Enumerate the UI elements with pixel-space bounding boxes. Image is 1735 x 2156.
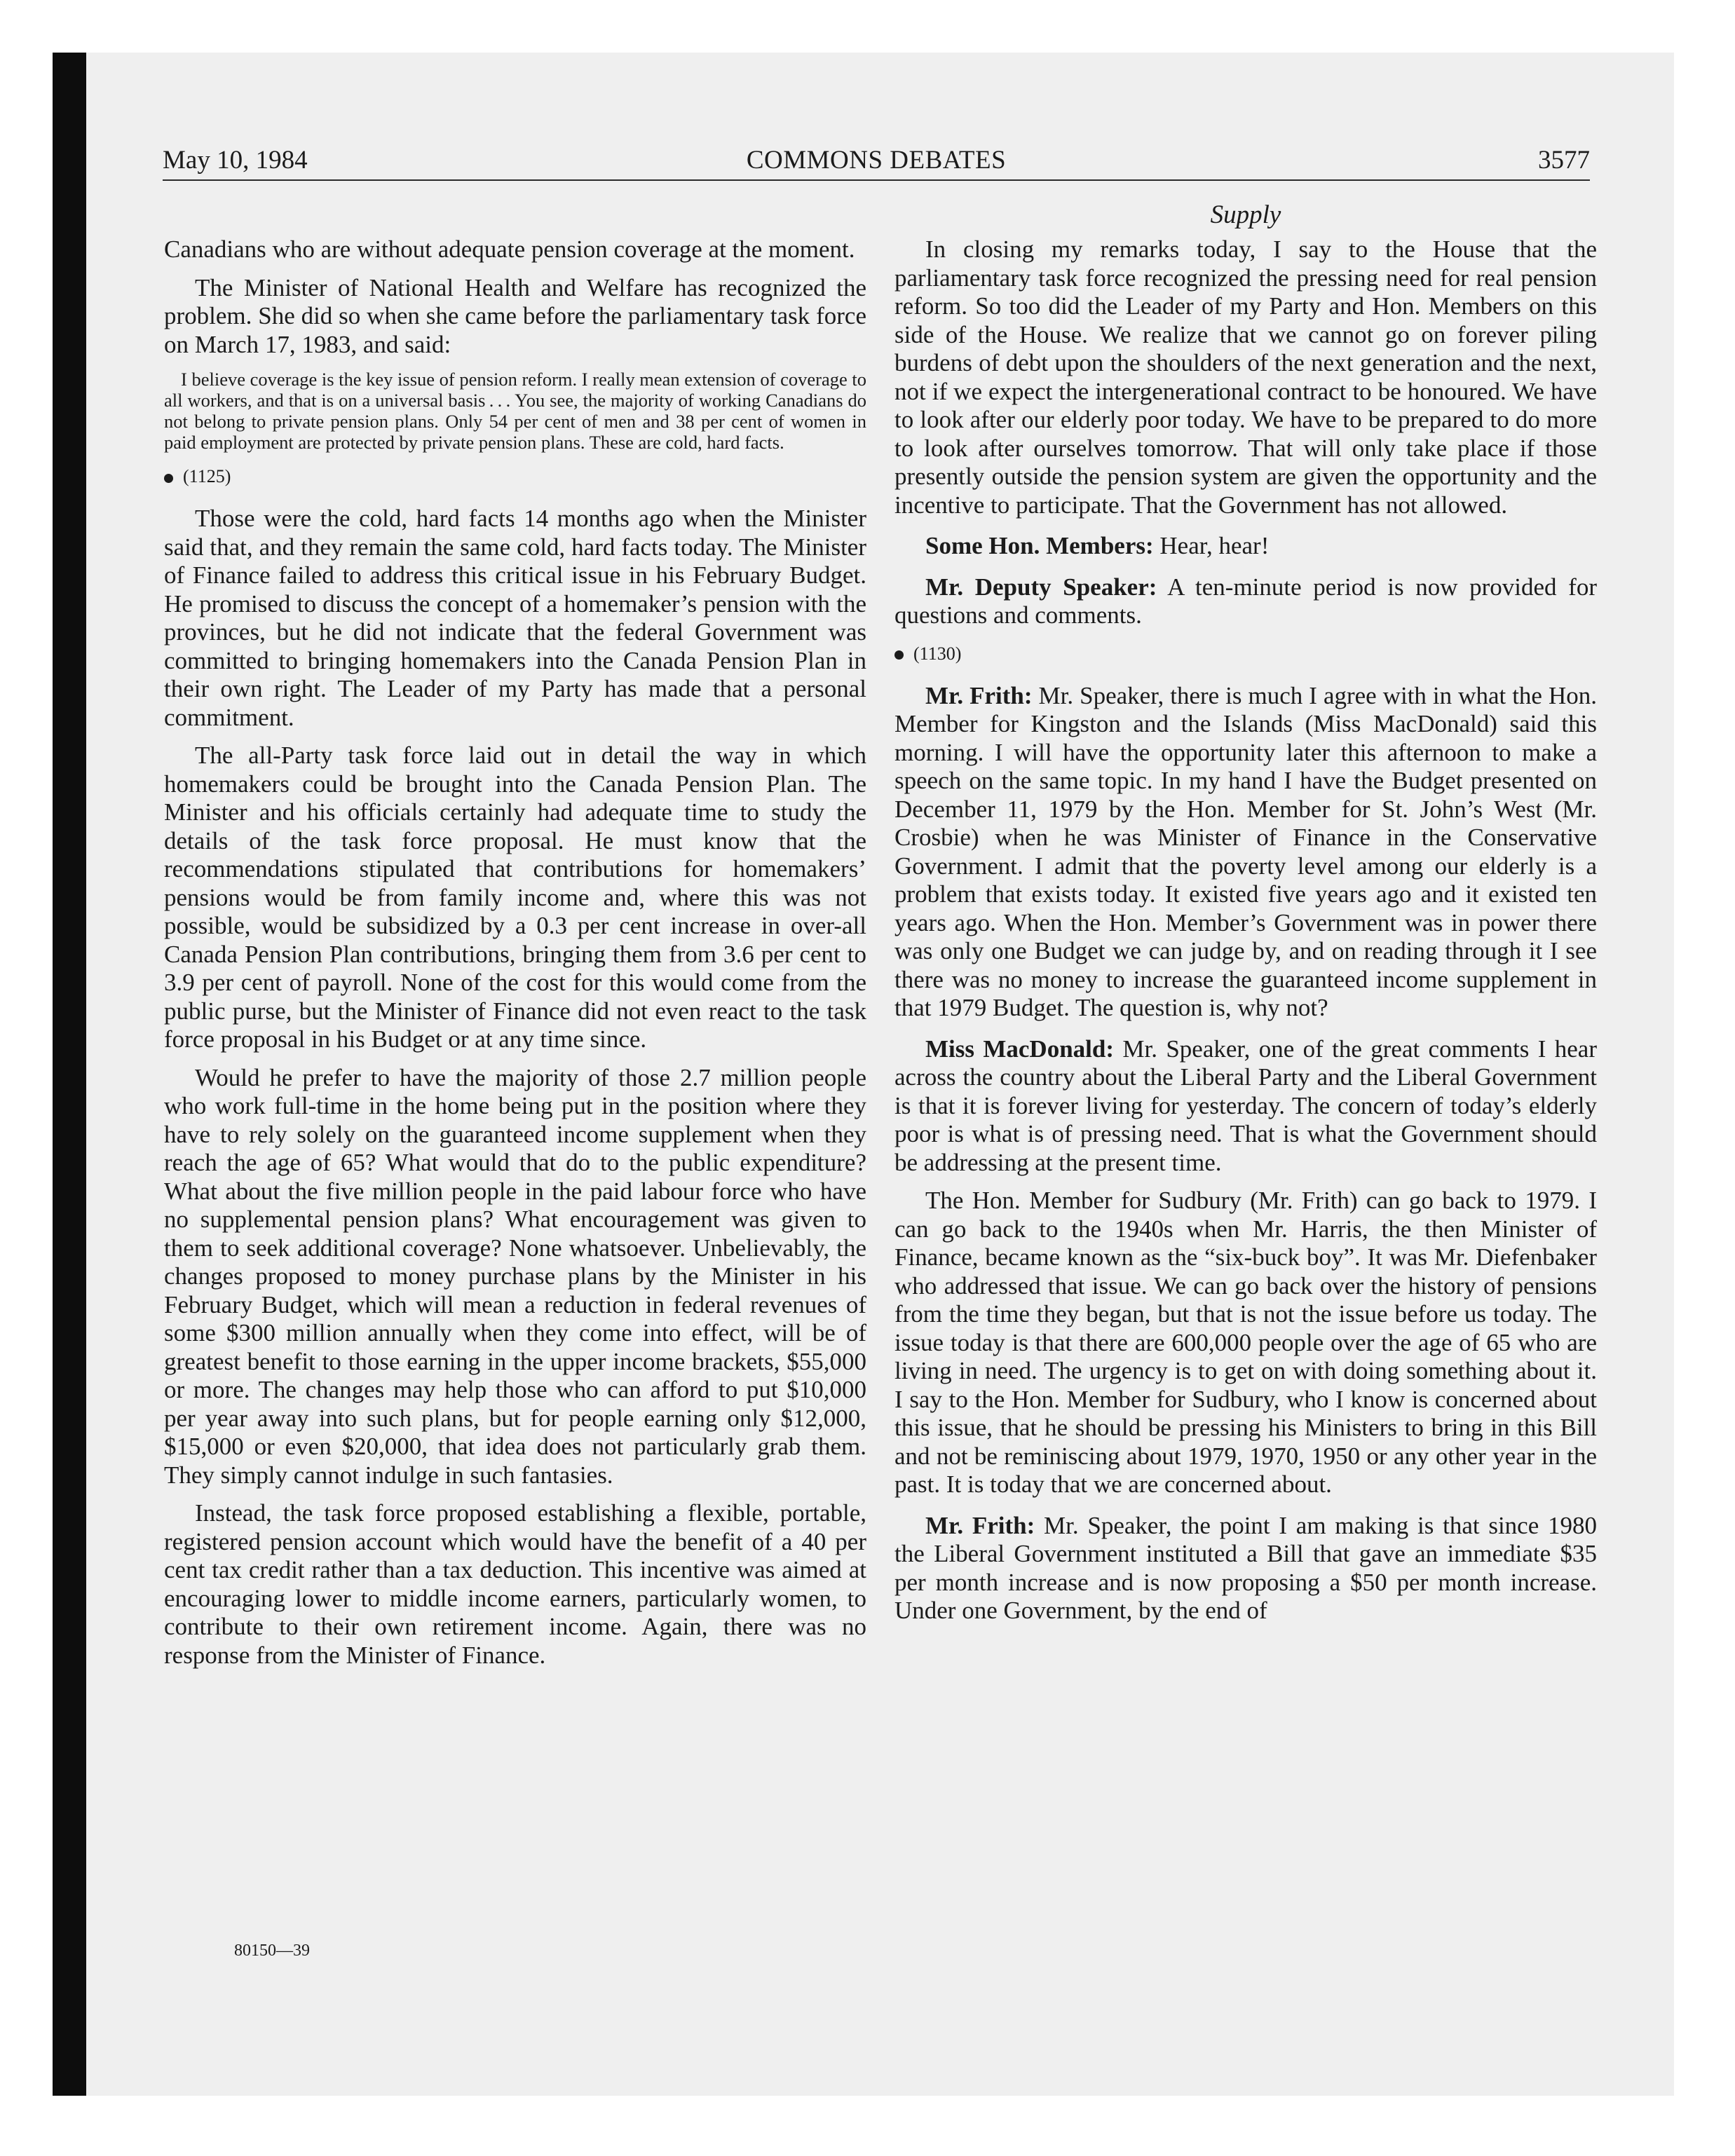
speaker-name: Mr. Frith: — [925, 1511, 1035, 1539]
footer-code: 80150—39 — [234, 1942, 310, 1960]
speech-text: Hear, hear! — [1153, 532, 1270, 559]
speech-text: Mr. Speaker, there is much I agree with in what the Hon. Member for Kingston and the Islands (Miss MacDonald) said this morning. I will have the opportunity later this afternoon to make a speech on the same topic. In my hand I have the Budget presented on December 11, 1979 by the Hon. Member for St. John’s West (Mr. Crosbie) when he was Minister of Finance in the Conservative Government. I admit that the poverty level among our elderly is a problem that exists today. It existed five years ago and it existed ten years ago. When the Hon. Member’s Government was in power there was only one Budget we can judge by, and on reading through it I see there was no money to increase the guaranteed income supplement in that 1979 Budget. The question is, why not? — [894, 681, 1597, 1021]
time-marker — [164, 463, 866, 491]
speech — [894, 1035, 1597, 1178]
section-title: Supply — [1210, 200, 1281, 229]
time-marker — [894, 640, 1597, 668]
header-page-number: 3577 — [1538, 146, 1590, 175]
bullet-icon — [894, 650, 904, 660]
paragraph: The all-Party task force laid out in detail the way in which homemakers could be brought into the Canada Pension Plan. The Minister and his officials certainly had adequate time to study the details of the task force proposal. He must know that the recommendations stipulated that contributions for homemakers’ pensions would be from family income and, where this was not possible, would be subsidized by a 0.3 per cent increase in over-all Canada Pension Plan contributions, bringing them from 3.6 per cent to 3.9 per cent of payroll. None of the cost for this would come from the public purse, but the Minister of Finance did not even react to the task force proposal in his Budget or at any time since. — [164, 742, 866, 1053]
time-marker-label: (1125) — [183, 466, 231, 486]
right-column — [894, 236, 1597, 1635]
speech-text: A ten-minute period is now provided for questions and comments. — [894, 573, 1597, 629]
bullet-icon — [164, 474, 173, 483]
block-quote: I believe coverage is the key issue of pension reform. I really mean extension of coverage to all workers, and that is on a universal basis . . . You see, the majority of working Canadians do not belong to private pension plans. Only 54 per cent of men and 38 per cent of women in paid employment are protected by private pension plans. These are cold, hard facts. — [164, 369, 866, 453]
paragraph: The Hon. Member for Sudbury (Mr. Frith) can go back to 1979. I can go back to the 1940s when Mr. Harris, the then Minister of Finance, became known as the “six-buck boy”. It was Mr. Diefenbaker who addressed that issue. We can go back over the history of pensions from the time they began, but that is not the issue before us today. The issue today is that there are 600,000 people over the age of 65 who are living in need. The urgency is to get on with doing something about it. I say to the Hon. Member for Sudbury, who I know is concerned about this issue, that he should be pressing his Ministers to bring in this Bill and not be reminiscing about 1979, 1970, 1950 or any other year in the past. It is today that we are concerned about. — [894, 1187, 1597, 1498]
header-rule — [163, 179, 1590, 181]
paragraph: Instead, the task force proposed establishing a flexible, portable, registered pension account which would have the benefit of a 40 per cent tax credit rather than a tax deduction. This incentive was aimed at encouraging lower to middle income earners, particularly women, to contribute to their own retirement income. Again, there was no response from the Minister of Finance. — [164, 1499, 866, 1669]
time-marker-label: (1130) — [913, 643, 962, 664]
paragraph: Those were the cold, hard facts 14 months ago when the Minister said that, and they remain the same cold, hard facts today. The Minister of Finance failed to address this critical issue in his February Budget. He promised to discuss the concept of a homemaker’s pension with the provinces, but he did not indicate that the federal Government was committed to bringing homemakers into the Canada Pension Plan in their own right. The Leader of my Party has made that a personal commitment. — [164, 505, 866, 731]
speaker-name: Miss MacDonald: — [925, 1035, 1115, 1063]
paragraph: Would he prefer to have the majority of those 2.7 million people who work full-time in the home being put in the position where they have to rely solely on the guaranteed income supplement when they reach the age of 65? What would that do to the public expenditure? What about the five million people in the paid labour force who have no supplemental pension plans? What encouragement was given to them to seek additional coverage? None whatsoever. Unbelievably, the changes proposed to money purchase plans by the Minister in his February Budget, which will mean a reduction in federal revenues of some $300 million annually when they come into effect, will be of greatest benefit to those earning in the upper income brackets, $55,000 or more. The changes may help those who can afford to put $10,000 per year away into such plans, but for people earning only $12,000, $15,000 or even $20,000, that idea does not particularly grab them. They simply cannot indulge in such fantasies. — [164, 1063, 866, 1489]
speech — [894, 532, 1597, 561]
paragraph: The Minister of National Health and Welfare has recognized the problem. She did so when she came before the parliamentary task force on March 17, 1983, and said: — [164, 273, 866, 358]
speaker-name: Mr. Deputy Speaker: — [925, 573, 1157, 601]
speech — [894, 682, 1597, 1023]
left-column — [164, 236, 866, 1679]
paragraph: Canadians who are without adequate pension coverage at the moment. — [164, 236, 855, 263]
speech — [894, 1512, 1597, 1625]
page-header — [163, 144, 1590, 177]
paragraph: In closing my remarks today, I say to the House that the parliamentary task force recognized the pressing need for real pension reform. So too did the Leader of my Party and Hon. Members on this side of the House. We realize that we cannot go on forever piling burdens of debt upon the shoulders of the next generation and the next, not if we expect the intergenerational contract to be honoured. We have to look after our elderly poor today. We have to be prepared to do more to look after ourselves tomorrow. That will only take place if those presently outside the pension system are given the opportunity and the incentive to participate. That the Government has not allowed. — [894, 236, 1597, 519]
scan-border — [53, 53, 86, 2096]
header-title: COMMONS DEBATES — [746, 146, 1007, 175]
speech — [894, 573, 1597, 630]
speaker-name: Mr. Frith: — [925, 681, 1033, 709]
speaker-name: Some Hon. Members: — [925, 532, 1154, 559]
speech-text: Mr. Speaker, one of the great comments I hear across the country about the Liberal Party and the Liberal Government is that it is forever living for yesterday. The concern of today’s elderly poor is what is of pressing need. That is what the Government should be addressing at the present time. — [894, 1035, 1598, 1176]
speech-text: Mr. Speaker, the point I am making is that since 1980 the Liberal Government instituted a Bill that gave an immediate $35 per month increase and is now proposing a $50 per month increase. Under one Government, by the end of — [894, 1511, 1598, 1624]
header-date: May 10, 1984 — [163, 146, 308, 175]
